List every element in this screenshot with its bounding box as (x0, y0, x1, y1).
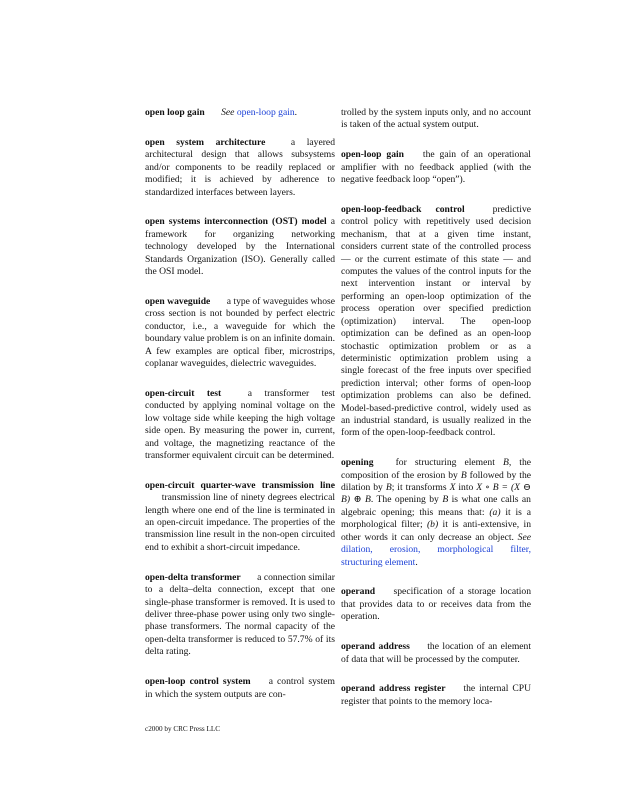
term: open-loop control system (145, 676, 251, 688)
definition: a control system in which the system outputs are con- (145, 676, 335, 700)
entry-operand-address-register (341, 683, 531, 708)
definition: a framework for organizing networking technology developed by the International Standards Organization (ISO). Generally called the OSI model. (145, 216, 335, 278)
entry-operand (341, 586, 531, 623)
copyright-footer: c2000 by CRC Press LLC (145, 725, 221, 733)
entry-open-loop-feedback-control (341, 204, 531, 440)
definition: a layered architectural design that allows subsystems and/or components to be readily replaced or modified; it is achieved by adherence to standardized interfaces between layers. (145, 136, 335, 198)
term: open-loop gain (341, 149, 405, 161)
entry-open-loop-gain-ref: open loop gain See open-loop gain. (145, 107, 298, 118)
opening-formula: X ∘ B = (X ⊖ B) ⊕ B (341, 482, 531, 506)
cross-ref-links[interactable]: dilation, erosion, morphological filter, structuring element (341, 544, 531, 568)
entry-open-system-architecture (145, 137, 335, 199)
definition: transmission line of ninety degrees electrical length where one end of the line is terminated in an open-circuit impedance. The properties of the transmission line result in the non-open circuited end to exhibit a short-circuit impedance. (145, 492, 335, 553)
term: open system architecture (145, 136, 266, 148)
entry-opening: opening for structuring element B, the composition of the erosion by B followed by the dilation by B; it transforms X into X ∘ B = (X ⊖ B) ⊕ B. The opening by B is what one calls an algebraic opening; this means that: (a) it is a morphological filter; (b) it is anti-extensive, in other words it can only decrease an object. See dilation, erosion, morphological filter, structuring element. (341, 457, 532, 568)
cross-ref-link[interactable]: open-loop gain (236, 107, 295, 118)
definition: a type of waveguides whose cross section is not bounded by perfect electric conductor, i.e., a waveguide for which the boundary value problem is on an infinite domain. A few examples are optical fiber, microstrips, coplanar waveguides, dielectric waveguides. (145, 295, 335, 369)
definition: a connection similar to a delta–delta connection, except that one single-phase transformer is removed. It is used to deliver three-phase power using only two single-phase transformers. The normal capacity of the open-delta transformer is reduced to 57.7% of its delta rating. (145, 571, 335, 658)
entry-osi-model (145, 216, 335, 278)
term: opening (341, 457, 374, 469)
see-label: See (517, 531, 531, 543)
definition: trolled by the system inputs only, and no account is taken of the actual system output. (341, 107, 531, 131)
term: open-delta transformer (145, 571, 241, 583)
entry-open-waveguide (145, 296, 335, 370)
definition: the gain of an operational amplifier with no feedback applied (with the negative feedback loop “open”). (341, 149, 531, 186)
definition: a transformer test conducted by applying nominal voltage on the low voltage side while keeping the high voltage side open. By measuring the power in, current, and voltage, the magnetizing reactance of the transformer equivalent circuit can be determined. (145, 387, 335, 461)
entry-operand-address (341, 641, 531, 666)
right-column (341, 107, 531, 726)
term: open systems interconnection (OST) model (145, 216, 327, 228)
definition: the location of an element of data that will be processed by the computer. (341, 641, 531, 665)
term: open-loop-feedback control (341, 204, 465, 216)
term: operand address register (341, 683, 446, 695)
entry-open-delta-transformer (145, 572, 335, 659)
definition: specification of a storage location that provides data to or receives data from the operation. (341, 586, 531, 623)
left-column (145, 107, 335, 718)
definition: the internal CPU register that points to the memory loca- (341, 683, 531, 707)
term: open-circuit test (145, 387, 222, 399)
entry-open-loop-gain (341, 149, 531, 186)
term: operand (341, 586, 376, 598)
entry-continuation (341, 107, 531, 132)
definition: predictive control policy with repetitively used decision mechanism, that at a given time instant, considers current state of the controlled process — or the current estimate of this state — and computes the values of the control inputs for the next intervention instant or interval by performing an open-loop optimization of the process operation over specified prediction (optimization) interval. The open-loop optimization can be defined as an open-loop stochastic optimization problem or as a deterministic optimization problem using a single forecast of the free inputs over specified prediction interval; other forms of open-loop optimization problems can also be defined. Model-based-predictive control, widely used as an industrial standard, is usually realized in the form of the open-loop-feedback control. (341, 204, 531, 439)
see-label: See (221, 107, 237, 118)
entry-quarter-wave-line (145, 480, 335, 554)
entry-open-circuit-test (145, 388, 335, 462)
term: open loop gain (145, 107, 205, 118)
term: open-circuit quarter-wave transmission line (145, 479, 335, 491)
entry-open-loop-control-system (145, 676, 335, 701)
term: open waveguide (145, 295, 211, 307)
term: operand address (341, 641, 410, 653)
